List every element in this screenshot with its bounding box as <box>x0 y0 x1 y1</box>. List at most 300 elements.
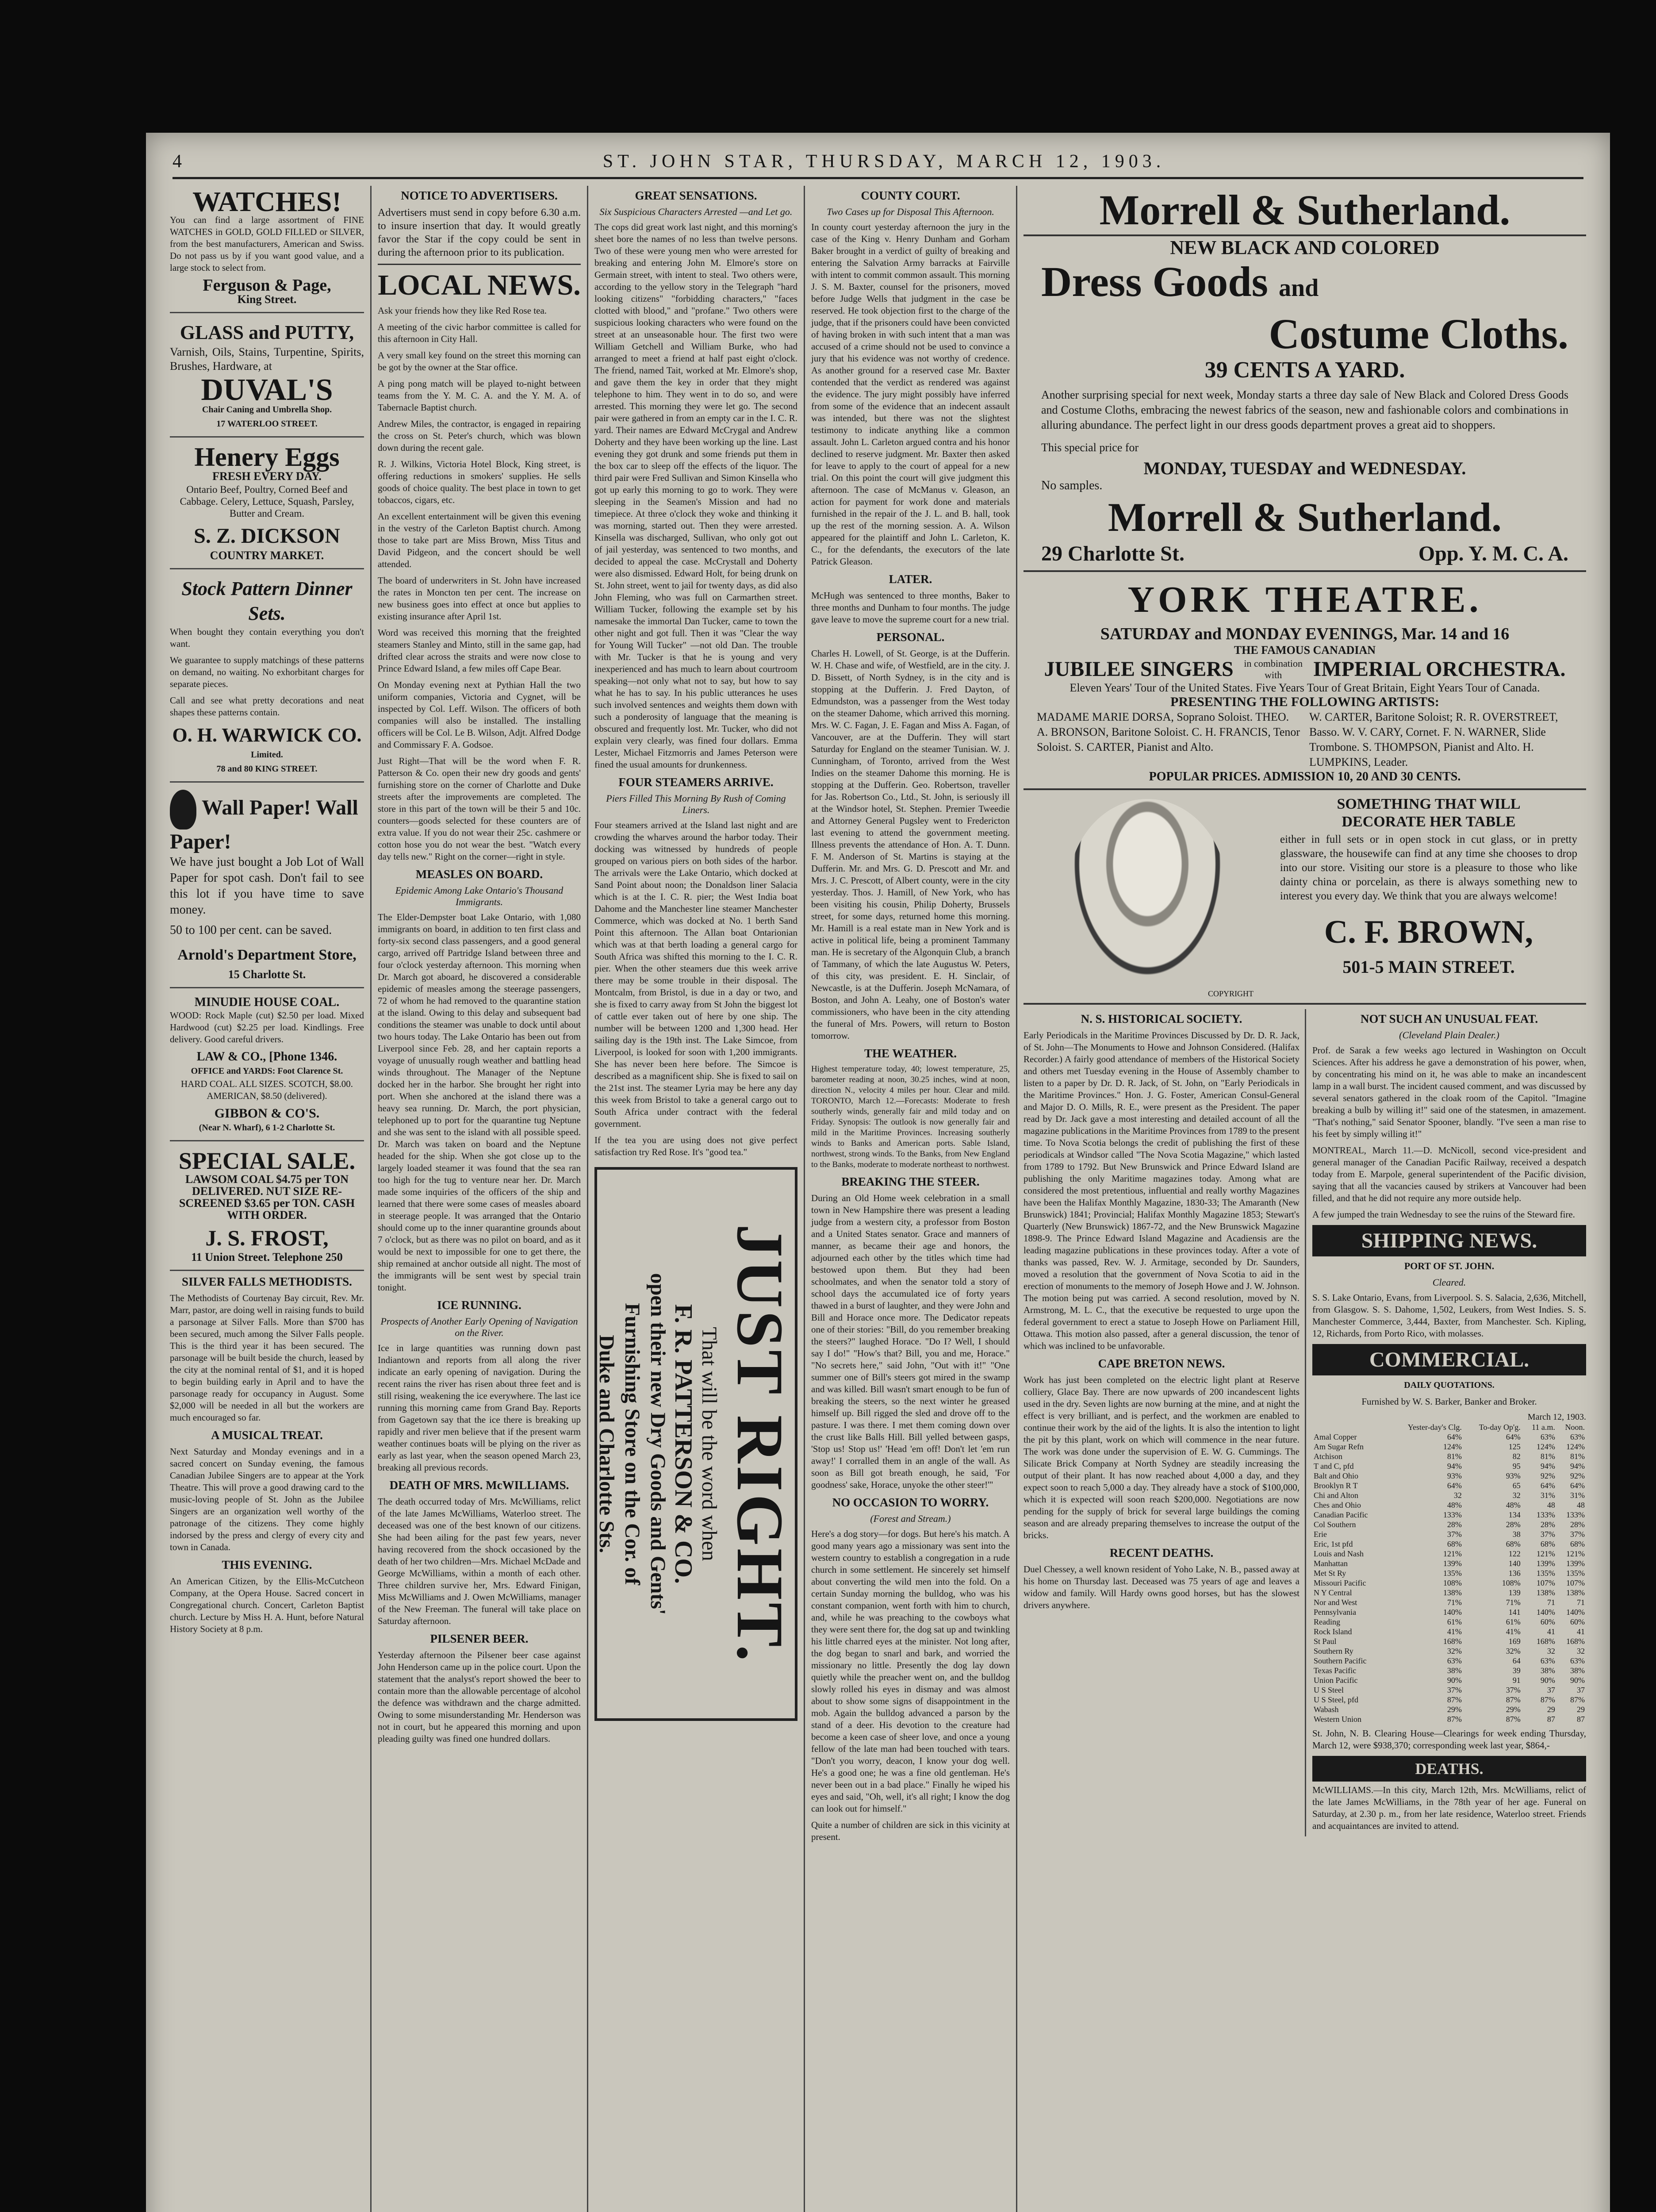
later-body: McHugh was sentenced to three months, Baker to three months and Dunham to four months. The judge gave leave to move the supreme court for a new trial. <box>811 590 1010 625</box>
stock-price: 29 <box>1547 1705 1555 1714</box>
local-item-10: On Monday evening next at Pythian Hall the two uniform companies, Victoria and Cygnet, will be inspected by Col. Leff. Wilson. The officers of both companies will also be installed. The installing officers will be Col. Le B. Wilson, Adjt. Alfred Dodge and Commissary F. A. Godsoe. <box>378 680 581 750</box>
measles-subheading: Epidemic Among Lake Ontario's Thousand Immigrants. <box>395 885 564 907</box>
stock-name: Brooklyn R T <box>1314 1481 1358 1490</box>
daily-quotations: DAILY QUOTATIONS. <box>1404 1380 1495 1390</box>
local-item-2: A meeting of the civic harbor committee is called for this afternoon in City Hall. <box>378 322 581 344</box>
stock-price: 63% <box>1570 1656 1585 1665</box>
quotation-row <box>1312 1510 1586 1520</box>
court-heading: COUNTY COURT. <box>861 189 960 202</box>
court-body: In county court yesterday afternoon the jury in the case of the King v. Henry Dunham and Gorham Baker brought in a verdict of guilty of breaking and entering the Salvation Army barracks at Fairville with intent to commit common assault. This morning J. S. M. Baxter, counsel for the prisoners, moved before Judge Wells that judgment in the case be reserved. He took objection first to the charge of the judge, that if the prisoners could have been convicted of having broken in with such intent that a man was accused of a crime should not be used to convince a jury that his evidence was not worthy of credence. As another ground for a reserved case Mr. Baxter contended that the verdict as rendered was against the evidence. The jury might possibly have inferred from some of the evidence that an indecent assault was intended, but there was not the slightest testimony to indicate anything like a common assault. John L. Carleton argued contra and his honor declined to reserve judgment. Mr. Baxter then asked for leave to apply to the court of appeal for a new trial. On this point the court will give judgment this afternoon. The case of McManus v. Gleason, an action for payment for work done and materials furnished in the repair of the J. L. and B. hall, took up the rest of the morning session. A. A. Wilson appeared for the plaintiff and John L. Carleton, K. C., for the defendants, the executors of the late Patrick Gleason. <box>811 222 1010 567</box>
personal-heading: PERSONAL. <box>876 630 945 644</box>
silver-falls-body: The Methodists of Courtenay Bay circuit, Rev. Mr. Marr, pastor, are doing well in raising funds to build a parsonage at Silver Falls. More than $700 has been secured, much among the Silver Falls people. This is the third year it has been secured. The parsonage will be built beside the church, leased by the city at the nominal rental of $1, and it is hoped to begin building early in April and to have the parsonage ready for occupancy in August. Some $2,000 will be needed in all but the workers are much encouraged so far. <box>170 1293 364 1423</box>
stock-price: 81% <box>1540 1452 1555 1461</box>
stock-price: 122 <box>1508 1549 1521 1558</box>
stock-price: 64 <box>1512 1656 1521 1665</box>
just-right-line-3: open their new Dry Goods and Gents' <box>646 1273 670 1615</box>
stock-price: 133% <box>1536 1510 1555 1519</box>
stock-price: 39 <box>1512 1666 1521 1675</box>
quotation-row <box>1312 1646 1586 1656</box>
stock-name: N Y Central <box>1314 1588 1352 1597</box>
stock-name: Wabash <box>1314 1705 1339 1714</box>
law-address: OFFICE and YARDS: Foot Clarence St. <box>191 1066 343 1076</box>
stock-name: T and C, pfd <box>1314 1462 1354 1471</box>
quotation-row <box>1312 1461 1586 1471</box>
stock-price: 87% <box>1447 1715 1462 1724</box>
stock-name: U S Steel <box>1314 1686 1344 1694</box>
quotations-column-header: To-day Op'g. <box>1479 1423 1521 1432</box>
minudie-title: MINUDIE HOUSE COAL. <box>194 995 340 1009</box>
port-heading: PORT OF ST. JOHN. <box>1404 1260 1495 1271</box>
local-news-heading: LOCAL NEWS. <box>378 269 581 301</box>
stock-price: 28% <box>1447 1520 1462 1529</box>
local-item-7: An excellent entertainment will be given this evening in the vestry of the Carleton Baptist church. Among those to take part are Miss Brown, Miss Titus and David Pidgeon, and the concert should be well attended. <box>378 511 581 569</box>
worry-heading: NO OCCASION TO WORRY. <box>832 1496 989 1509</box>
stock-price: 48 <box>1577 1501 1585 1509</box>
frost-address: 11 Union Street. Telephone 250 <box>191 1251 343 1263</box>
stock-name: Rock Island <box>1314 1627 1352 1636</box>
stock-price: 138% <box>1536 1588 1555 1597</box>
stock-price: 168% <box>1566 1637 1585 1646</box>
stock-name: Balt and Ohio <box>1314 1471 1358 1480</box>
stock-price: 138% <box>1566 1588 1585 1597</box>
warwick-address: 78 and 80 KING STREET. <box>216 764 318 774</box>
stock-price: 121% <box>1536 1549 1555 1558</box>
measles-body: The Elder-Dempster boat Lake Ontario, with 1,080 immigrants on board, in addition to ten first class and forty-six second class passengers, and a good general cargo, arrived off Partridge Island between three and four o'clock yesterday afternoon. This morning when Dr. March got aboard, he discovered a considerable epidemic of measles among the steerage passengers, 72 of whom he had removed to the quarantine station at the island. Owing to this delay and subsequent bad conditions the steamer was unable to dock until about two hours today. The Lake Ontario has been out from Liverpool since Feb. 28, and her captain reports a voyage of unusually rough weather and battling head winds throughout. The Manager of the Neptune docked her in the harbor. She brought her right into port. When she anchored at the island there was a heavy sea running. Dr. March, the port physician, telephoned up to port for the quarantine tug Neptune and she was sent to the island with all possible speed. Dr. March was taken on board and the Neptune headed for the ship. When she got close up to the largely loaded steamer it was found that the sea ran too high for the tug to venture near her. Dr. March made some inquiries of the officers of the ship and learned that there were some cases of measles aboard in steerage people. It was arranged that the Ontario should come up to the inner quarantine grounds about 7 o'clock, but as there was no pilot on board, and as it would be next to impossible for one to get there, the ship remained at anchor outside all night. The most of the immigrants will be sent west by special train tonight. <box>378 912 581 1293</box>
stock-price: 121% <box>1566 1549 1585 1558</box>
children-note: Quite a number of children are sick in this vicinity at present. <box>811 1820 1010 1842</box>
unusual-heading: NOT SUCH AN UNUSUAL FEAT. <box>1360 1012 1538 1025</box>
red-rose-tea: If the tea you are using does not give perfect satisfaction try Red Rose. It's "good tea." <box>594 1135 797 1157</box>
special-title: SPECIAL SALE. <box>178 1148 356 1174</box>
watches-title: WATCHES! <box>192 186 341 217</box>
stock-price: 87% <box>1447 1695 1462 1704</box>
quotation-row <box>1312 1675 1586 1685</box>
quotations-column-header: 11 a.m. <box>1532 1423 1555 1432</box>
furnished-by: Furnished by W. S. Barker, Banker and Broker. <box>1361 1396 1537 1407</box>
york-dates: SATURDAY and MONDAY EVENINGS, Mar. 14 and 16 <box>1100 625 1510 643</box>
woman-portrait-illustration <box>1068 799 1227 985</box>
owl-icon <box>170 790 196 830</box>
notice-heading: NOTICE TO ADVERTISERS. <box>401 189 558 202</box>
stock-name: Eric, 1st pfd <box>1314 1540 1353 1548</box>
stock-price: 94% <box>1447 1462 1462 1471</box>
brown-address: 501-5 MAIN STREET. <box>1342 957 1515 977</box>
death-heading: DEATH OF MRS. McWILLIAMS. <box>389 1479 569 1492</box>
quotation-row <box>1312 1481 1586 1490</box>
stock-price: 133% <box>1443 1510 1462 1519</box>
stock-price: 90% <box>1540 1676 1555 1685</box>
shipping-body: S. S. Lake Ontario, Evans, from Liverpool. S. S. Salacia, 2,636, Mitchell, from Glasgow. S. S. Dahome, 1,502, Leukers, from West Indies. S. S. Manchester Commerce, 3,444, Baxter, from Manchester. Sch. Kipling, 12, Richards, from Porto Rico, with molasses. <box>1312 1292 1586 1339</box>
stock-name: U S Steel, pfd <box>1314 1695 1358 1704</box>
york-artists-right: W. CARTER, Baritone Soloist; R. R. OVERSTREET, Basso. W. V. CARY, Cornet. F. N. WARNER, Slide Trombone. S. THOMPSON, Pianist and Alto. H. LUMPKINS, Leader. <box>1309 710 1558 768</box>
stock-price: 139% <box>1443 1559 1462 1568</box>
quotation-row <box>1312 1666 1586 1675</box>
stock-name: Pennsylvania <box>1314 1608 1356 1617</box>
stock-price: 93% <box>1506 1471 1521 1480</box>
stock-price: 87% <box>1506 1695 1521 1704</box>
stock-price: 37% <box>1506 1686 1521 1694</box>
stock-name: Western Union <box>1314 1715 1362 1724</box>
steer-body: During an Old Home week celebration in a small town in New Hampshire there was present a leading judge from a western city, a professor from Boston and a United States senator. Grace and manners of manner, as became their age and honors, the adjourned each other by the titles which time had bestowed upon them. But they had been schoolmates, and when the senator told a story of school days the accumulated ice of forty years thawed in a burst of laughter, and they were John and Bill and Horace once more. The Dedicator repeats one of their stories: "Bill, do you remember breaking the steers?" laughed Horace. "Do I? Well, I should say I do!" "How's that? Bill, you and me, Horace." "No secrets here," said John, "Out with it!" "One summer one of Bill's steers got mired in the swamp and was killed. Bill wasn't smart enough to be fun of breaking the steers, so the next winter he greased himself up. Bill rigged the sled and drove off to the pasture. I was there. I met them coming down over the crust like Balls Hill. Bill yelled between gasps, 'Stop us! Stop us!' 'Head 'em off! Don't let 'em run away!' I corralled them in an angle of the wall. As soon as Bill got breath enough, he said, 'For goodness' sake, Horace, unyoke the other steer!'" <box>811 1193 1010 1490</box>
stock-price: 139% <box>1536 1559 1555 1568</box>
stock-name: Am Sugar Refn <box>1314 1442 1364 1451</box>
stock-name: Manhattan <box>1314 1559 1348 1568</box>
stock-price: 140% <box>1536 1608 1555 1617</box>
stock-price: 81% <box>1570 1452 1585 1461</box>
stock-price: 136 <box>1508 1569 1521 1578</box>
glass-body: Varnish, Oils, Stains, Turpentine, Spirits, Brushes, Hardware, at <box>170 346 364 373</box>
stock-name: Texas Pacific <box>1314 1666 1357 1675</box>
stock-price: 135% <box>1536 1569 1555 1578</box>
cape-heading: CAPE BRETON NEWS. <box>1098 1357 1225 1370</box>
york-combination: in combination with <box>1244 657 1303 680</box>
page-header <box>172 146 1583 179</box>
commercial-date: March 12, 1903. <box>1527 1412 1586 1422</box>
stock-price: 37% <box>1447 1530 1462 1539</box>
recent-deaths-heading: RECENT DEATHS. <box>1109 1546 1214 1559</box>
york-theatre-ad <box>1024 572 1586 790</box>
weather-heading: THE WEATHER. <box>864 1047 957 1060</box>
york-artists-left: MADAME MARIE DORSA, Soprano Soloist. THEO. A. BRONSON, Baritone Soloist. C. H. FRANCIS, Tenor Soloist. S. CARTER, Pianist and Alto. <box>1037 710 1300 753</box>
stock-price: 90% <box>1570 1676 1585 1685</box>
brown-name: C. F. BROWN, <box>1324 914 1533 950</box>
duval-sub: Chair Caning and Umbrella Shop. <box>202 405 332 415</box>
stock-price: 38 <box>1512 1530 1521 1539</box>
stock-price: 38% <box>1570 1666 1585 1675</box>
stock-price: 124% <box>1536 1442 1555 1451</box>
stock-price: 94% <box>1570 1462 1585 1471</box>
deaths-heading: DEATHS. <box>1312 1756 1586 1782</box>
stock-price: 108% <box>1502 1578 1521 1587</box>
stock-price: 64% <box>1506 1432 1521 1441</box>
stock-name: Reading <box>1314 1617 1340 1626</box>
musical-body: Next Saturday and Monday evenings and in a sacred concert on Sunday evening, the famous Canadian Jubilee Singers are to appear at the York Theatre. This will prove a good drawing card to the music-loving people of St. John as the Jubilee Singers are an organization well worthy of the patronage of the citizens. They come highly indorsed by the press and clergy of every city and town in Canada. <box>170 1446 364 1552</box>
stock-price: 64% <box>1540 1481 1555 1490</box>
stock-price: 48 <box>1547 1501 1555 1509</box>
stock-price: 32 <box>1547 1647 1555 1655</box>
stock-price: 71% <box>1447 1598 1462 1607</box>
sets-body-3: Call and see what pretty decorations and neat shapes these patterns contain. <box>170 695 364 718</box>
recent-deaths-body: Duel Chessey, a well known resident of Yoho Lake, N. B., passed away at his home on Thursday last. Deceased was 75 years of age and leaves a widow and family. Will Hardy owns good horses, but has the slowest drivers anywhere. <box>1024 1564 1300 1610</box>
stock-price: 63% <box>1540 1656 1555 1665</box>
stock-price: 32 <box>1577 1647 1585 1655</box>
commercial-heading: COMMERCIAL. <box>1312 1344 1586 1375</box>
sensations-heading: GREAT SENSATIONS. <box>635 189 757 202</box>
stock-price: 64% <box>1570 1481 1585 1490</box>
quotation-row <box>1312 1695 1586 1705</box>
quotations-table <box>1312 1422 1586 1724</box>
dinner-sets-ad <box>170 573 364 783</box>
stock-price: 37% <box>1447 1686 1462 1694</box>
ms-price: 39 CENTS A YARD. <box>1204 357 1405 383</box>
warwick-sub: Limited. <box>251 750 283 760</box>
stock-price: 64% <box>1447 1432 1462 1441</box>
stock-price: 68% <box>1447 1540 1462 1548</box>
quotation-row <box>1312 1452 1586 1461</box>
ms-title: Morrell & Sutherland. <box>1024 186 1586 236</box>
stock-price: 90% <box>1447 1676 1462 1685</box>
local-item-1: Ask your friends how they like Red Rose tea. <box>378 305 547 316</box>
ms-no-samples: No samples. <box>1041 479 1103 492</box>
ms-days-intro: This special price for <box>1041 441 1139 454</box>
stock-name: St Paul <box>1314 1637 1337 1646</box>
column-5-left <box>1024 1009 1306 1836</box>
coal-ad <box>170 992 364 1141</box>
stock-price: 71 <box>1547 1598 1555 1607</box>
stock-price: 29% <box>1447 1705 1462 1714</box>
column-3 <box>588 186 805 2212</box>
column-1 <box>164 186 372 2212</box>
stock-price: 28% <box>1506 1520 1521 1529</box>
stock-price: 87 <box>1547 1715 1555 1724</box>
quotation-row <box>1312 1490 1586 1500</box>
stock-name: Erie <box>1314 1530 1327 1539</box>
quotation-row <box>1312 1705 1586 1714</box>
worry-body: Here's a dog story—for dogs. But here's his match. A good many years ago a missionary was sent into the western country to establish a congregation in a rude church in some settlement. He sincerely set himself about converting the wild men into the fold. On a certain Sunday morning the bulldog, who was his constant companion, went forth with him to church, and, while he was preaching to the cowboys what they were sent there for, the dog sat up and twinkling his little charred eyes at the minister. Not long after, the dog began to snarl and bark, and worried the missionary no little. Presently the dog lay down quietly while the preacher went on, and the bulldog slowly rolled his eyes in dismay and was almost about to show some signs of disappointment in the mob. Again the bulldog advanced a parson by the stand of a deer. His devotion to the creature had become a keen case of sheer love, and once a young fellow of the late man had been touched with tears. "Don't you worry, deacon, I know your dog well. He's a good one; he was a fine old gentleman. He's never been out in a bad place." Finally he wiped his eyes and said, "Oh, well, it's all right; I know the dog can look out for himself." <box>811 1528 1010 1814</box>
ms-signature: Morrell & Sutherland. <box>1108 495 1502 540</box>
eggs-title: Henery Eggs <box>194 442 340 472</box>
unusual-body: Prof. de Sarak a few weeks ago lectured in Washington on Occult Sciences. After his address he gave a demonstration of his power, when, by concentrating his mind on it, he was able to make an incandescent lamp in a wall burst. The incident caused comment, and was discussed by several senators gathered in the cloak room of the Capitol. "Imagine breaking a bulb by willing it!" said one of the statesmen, in amazement. "That's nothing," said Senator Spooner, blandly. "I've seen a man rise to his feet by simply willing it!" <box>1312 1045 1586 1139</box>
local-item-8: The board of underwriters in St. John have increased the rates in Moncton ten per cent. The increase on new business goes into effect at once but applies to existing insurance after April 1st. <box>378 575 581 622</box>
death-body: The death occurred today of Mrs. McWilliams, relict of the late James McWilliams, Waterloo street. The deceased was one of the best known of our citizens. She had been ailing for the past few years, never having recovered from the shock occasioned by the death of her two children—Mrs. Michael McDade and George McWilliams, within a month of each other. Three children survive her, Mrs. Edward Finigan, Miss McWilliams and J. Owen McWilliams, manager of the New Freeman. The funeral will take place on Saturday afternoon. <box>378 1496 581 1626</box>
wallpaper-ad <box>170 786 364 988</box>
stock-price: 133% <box>1566 1510 1585 1519</box>
stock-price: 32 <box>1453 1491 1462 1500</box>
cleared-label: Cleared. <box>1432 1277 1466 1288</box>
brown-copyright: COPYRIGHT <box>1208 989 1254 998</box>
stock-price: 95 <box>1512 1462 1521 1471</box>
just-right-line-5: Duke and Charlotte Sts. <box>595 1335 619 1553</box>
court-subheading: Two Cases up for Disposal This Afternoon. <box>827 206 994 217</box>
stock-price: 38% <box>1447 1666 1462 1675</box>
stock-price: 37% <box>1540 1530 1555 1539</box>
stock-price: 28% <box>1540 1520 1555 1529</box>
duval-name: DUVAL'S <box>201 373 333 407</box>
stock-price: 68% <box>1506 1540 1521 1548</box>
stock-price: 87 <box>1577 1715 1585 1724</box>
stock-name: Southern Ry <box>1314 1647 1353 1655</box>
stock-price: 65 <box>1512 1481 1521 1490</box>
stock-price: 48% <box>1506 1501 1521 1509</box>
stock-price: 92% <box>1570 1471 1585 1480</box>
stock-price: 124% <box>1566 1442 1585 1451</box>
brown-heading-1: SOMETHING THAT WILL <box>1337 796 1521 812</box>
stock-name: Ches and Ohio <box>1314 1501 1361 1509</box>
quotation-row <box>1312 1627 1586 1636</box>
just-right-line-4: Furnishing Store on the Cor. of <box>621 1303 644 1585</box>
ms-sub: NEW BLACK AND COLORED <box>1170 237 1440 258</box>
stock-price: 61% <box>1447 1617 1462 1626</box>
gibbon-address: (Near N. Wharf), 6 1-2 Charlotte St. <box>199 1123 335 1133</box>
just-right-title: JUST RIGHT. <box>723 1224 797 1664</box>
stock-price: 63% <box>1570 1432 1585 1441</box>
stock-price: 60% <box>1540 1617 1555 1626</box>
cape-body: Work has just been completed on the electric light plant at Reserve colliery, Glace Bay. There are now upwards of 200 incandescent lights used in the dry. Seven lights are now burning at the mine, and at night the effect is very brilliant, and is perfect, and the workmen are enabled to continue their work by the aid of the lights. It is also the intention to light the pit by this plant, work on which will commence in the near future. The work was done under the supervision of E. W. G. Cummings. The Silicate Brick Company at North Sydney are steadily increasing the output of their plant. It has now reached about 4,000 a day, and they expect soon to reach 5,000 a day. They already have a stock of $100,000, which it is expected will soon reach $200,000. Negotiations are now pending for the supply of brick for several large buildings the coming season and are already preparing themselves to increase the output of the bricks. <box>1024 1375 1300 1540</box>
watches-body: You can find a large assortment of FINE WATCHES in GOLD, GOLD FILLED or SILVER, from the best manufacturers, American and Swiss. Do not pass us by if you want good value, and a large stock to select from. <box>170 215 364 273</box>
arnold-name: Arnold's Department Store, <box>177 947 356 963</box>
stock-price: 168% <box>1443 1637 1462 1646</box>
wallpaper-body: We have just bought a Job Lot of Wall Paper for spot cash. Don't fail to see this lot if you have time to save money. <box>170 855 364 917</box>
stock-price: 138% <box>1443 1588 1462 1597</box>
stock-price: 91 <box>1512 1676 1521 1685</box>
stock-name: Missouri Pacific <box>1314 1578 1366 1587</box>
eggs-body: Ontario Beef, Poultry, Corned Beef and Cabbage. Celery, Lettuce, Squash, Parsley, Butter and Cream. <box>180 484 354 519</box>
stock-price: 135% <box>1566 1569 1585 1578</box>
morrell-sutherland-ad <box>1024 186 1586 572</box>
later-heading: LATER. <box>889 572 932 586</box>
personal-body: Charles H. Lowell, of St. George, is at the Dufferin. W. H. Chase and wife, of Westfield, are in the city. J. D. Bissett, of North Sydney, is in the city and is stopping at the Dufferin. J. Fred Dayton, of Edmundston, was a passenger from the West today on the steamer Dahome, which arrived this morning. Mrs. W. C. Fagan, J. E. Fagan and Miss A. Fagan, of Vancouver, are at the Dufferin. They will start Saturday for England on the steamer Tunisian. W. J. Cunningham, of Toronto, arrived from the West Indies on the steamer Dahome this morning. He is stopping at the Dufferin. Geo. Robertson, traveller for Jas. Robertson Co., Ltd., St. John, is seriously ill at the Windsor hotel, St. Stephen. Premier Tweedie and Attorney General Pugsley went to Fredericton last evening to attend the government meeting. Illness prevents the attendance of Hon. A. T. Dunn. F. M. Anderson of St. Martins is staying at the Dufferin. Mr. and Mrs. G. D. Prescott and Mr. and Mrs. J. C. Prescott, of Albert county, were in the city yesterday. Thos. J. Hamill, of New York, who has been visiting his cousin, Philip Doherty, Brussels street, for some days, returned home this morning. Mr. Hamill is a real estate man in New York and is active in political life, being a prominent Tammany man. He is secretary of the Algonquin Club, a branch of Tammany, of which the late Augustus W. Peters, of this city, was president. E. H. Sinclair, of Newcastle, is at the Dufferin. Joseph McNamara, of Boston, and John A. Leahy, one of Boston's water commissioners, who have been in the city attending the funeral of Mrs. Powers, will return to Boston tomorrow. <box>811 648 1010 1041</box>
stock-price: 71% <box>1506 1598 1521 1607</box>
quotation-row <box>1312 1432 1586 1442</box>
ms-dress: Dress Goods <box>1041 258 1268 305</box>
quotation-row <box>1312 1714 1586 1724</box>
stock-price: 37% <box>1570 1530 1585 1539</box>
stock-price: 121% <box>1443 1549 1462 1558</box>
page-number: 4 <box>172 151 184 172</box>
york-prices: POPULAR PRICES. ADMISSION 10, 20 AND 30 CENTS. <box>1149 770 1461 783</box>
stock-price: 93% <box>1447 1471 1462 1480</box>
stock-price: 41% <box>1447 1627 1462 1636</box>
stock-price: 82 <box>1512 1452 1521 1461</box>
brown-body: either in full sets or in open stock in cut glass, or in pretty glassware, the housewife can find at any time she chooses to drop into our store. Visiting our store is a pleasure to those who like dainty china or porcelain, as there is always something new to interest you every day. We think that you are always welcome! <box>1280 833 1577 902</box>
quotations-column-header: Noon. <box>1565 1423 1585 1432</box>
quotation-row <box>1312 1578 1586 1588</box>
stock-price: 140% <box>1566 1608 1585 1617</box>
dickson-name: S. Z. DICKSON <box>194 524 340 548</box>
stock-price: 48% <box>1447 1501 1462 1509</box>
ms-body: Another surprising special for next week, Monday starts a three day sale of New Black and Colored Dress Goods and Costume Cloths, embracing the newest fabrics of the season, new and fashionable colors and combinations in alluring abundance. The perfect light in our dress goods department proves a great aid to shoppers. <box>1041 388 1568 431</box>
warwick-name: O. H. WARWICK CO. <box>172 724 362 746</box>
gibbon-name: GIBBON & CO'S. <box>214 1106 320 1121</box>
ms-address-2: Opp. Y. M. C. A. <box>1418 542 1568 565</box>
glass-title: GLASS and PUTTY, <box>180 322 354 343</box>
sets-title: Stock Pattern Dinner Sets. <box>181 578 353 624</box>
stock-price: 71 <box>1577 1598 1585 1607</box>
newspaper-page <box>146 133 1610 2212</box>
column-5-right <box>1312 1009 1586 1836</box>
stock-price: 139 <box>1508 1588 1521 1597</box>
wallpaper-price: 50 to 100 per cent. can be saved. <box>170 923 332 937</box>
local-item-5: Andrew Miles, the contractor, is engaged in repairing the cross on St. Peter's church, which was blown down during the recent gale. <box>378 419 581 453</box>
york-jubilee: JUBILEE SINGERS <box>1044 657 1234 681</box>
law-name: LAW & CO., [Phone 1346. <box>196 1050 337 1064</box>
stock-price: 29 <box>1577 1705 1585 1714</box>
deaths-body: McWILLIAMS.—In this city, March 12th, Mrs. McWilliams, relict of the late James McWilliams, in the 78th year of her age. Funeral on Saturday, at 2.30 p. m., from her late residence, Waterloo street. Friends and acquaintances are invited to attend. <box>1312 1785 1586 1831</box>
stock-name: Union Pacific <box>1314 1676 1358 1685</box>
minudie-body: WOOD: Rock Maple (cut) $2.50 per load. Mixed Hardwood (cut) $2.25 per load. Kindlings. Free delivery. Good careful drivers. <box>170 1010 364 1045</box>
duval-ad <box>170 317 364 438</box>
stock-price: 41 <box>1547 1627 1555 1636</box>
york-imperial: IMPERIAL ORCHESTRA. <box>1313 657 1566 681</box>
stock-price: 140% <box>1443 1608 1462 1617</box>
stock-price: 32% <box>1447 1647 1462 1655</box>
stock-price: 81% <box>1447 1452 1462 1461</box>
quotation-row <box>1312 1636 1586 1646</box>
stock-name: Chi and Alton <box>1314 1491 1359 1500</box>
quotation-row <box>1312 1559 1586 1568</box>
stock-price: 28% <box>1570 1520 1585 1529</box>
local-item-3: A very small key found on the street this morning can be got by the owner at the Star office. <box>378 350 581 373</box>
stock-price: 139% <box>1566 1559 1585 1568</box>
dickson-sub: COUNTRY MARKET. <box>210 549 324 562</box>
brown-illustration <box>1024 795 1271 998</box>
ferguson-address: King Street. <box>237 293 297 306</box>
stock-price: 63% <box>1540 1432 1555 1441</box>
quotation-row <box>1312 1549 1586 1559</box>
quotation-row <box>1312 1471 1586 1481</box>
sensations-subheading: Six Suspicious Characters Arrested —and Let go. <box>599 206 793 217</box>
weather-body: Highest temperature today, 40; lowest temperature, 25, barometer reading at noon, 30.25 inches, wind at noon, direction N., velocity 4 miles per hour. Clear and mild. TORONTO, March 12.—Forecasts: Moderate to fresh southerly winds, generally fair and mild today and on Friday. Synopsis: The outlook is now generally fair and mild in the Maritime Provinces. Increasing southerly winds to Banks and American ports. Sable Island, northwest, strong winds. To the Banks, from New England to the Banks, moderate to moderate northeast to northwest. <box>811 1064 1010 1169</box>
stock-price: 64% <box>1447 1481 1462 1490</box>
quotation-row <box>1312 1685 1586 1695</box>
local-item-4: A ping pong match will be played to-night between teams from the Y. M. C. A. and the Y. M. A. of Tabernacle Baptist church. <box>378 378 581 413</box>
stock-price: 169 <box>1508 1637 1521 1646</box>
ferguson-name: Ferguson & Page, <box>203 276 331 295</box>
stock-price: 141 <box>1508 1608 1521 1617</box>
stock-price: 68% <box>1570 1540 1585 1548</box>
steamers-subheading: Piers Filled This Morning By Rush of Coming Liners. <box>606 793 786 815</box>
pilsener-body: Yesterday afternoon the Pilsener beer case against John Henderson came up in the police court. Upon the statement that the analyst's report showed the beer to contain more than the allowable percentage of alcohol the defence was withdrawn and the charge admitted. Owing to some misunderstanding Mr. Henderson was not in court, but he appeared this morning and upon pleading guilty was fined one hundred dollars. <box>378 1650 581 1744</box>
local-item-9: Word was received this morning that the freighted steamers Stanley and Minto, still in the same gap, had drifted clear across the straits and were now close to Prince Edward Island, a few miles off Cape Bear. <box>378 627 581 674</box>
stock-price: 32 <box>1512 1491 1521 1500</box>
trim-note: A few jumped the train Wednesday to see the ruins of the Steward fire. <box>1312 1209 1575 1220</box>
unusual-subheading: (Cleveland Plain Dealer.) <box>1399 1029 1499 1041</box>
quotation-row <box>1312 1529 1586 1539</box>
york-famous: THE FAMOUS CANADIAN <box>1234 644 1376 657</box>
stock-price: 140 <box>1508 1559 1521 1568</box>
ice-heading: ICE RUNNING. <box>437 1298 521 1312</box>
measles-heading: MEASLES ON BOARD. <box>415 868 543 881</box>
just-right-ad <box>594 1167 797 1721</box>
stock-price: 87% <box>1570 1695 1585 1704</box>
stock-name: Amal Copper <box>1314 1432 1357 1441</box>
stock-price: 124% <box>1443 1442 1462 1451</box>
stock-name: Met St Ry <box>1314 1569 1346 1578</box>
pilsener-heading: PILSENER BEER. <box>430 1632 529 1645</box>
arnold-address: 15 Charlotte St. <box>228 968 306 981</box>
notice-body: Advertisers must send in copy before 6.30 a.m. to insure insertion that day. It would greatly favor the Star if the copy could be sent in during the afternoon prior to its publication. <box>378 207 581 258</box>
special-sale-ad <box>170 1145 364 1271</box>
eggs-sub: FRESH EVERY DAY. <box>212 470 322 483</box>
clearing-house: St. John, N. B. Clearing House—Clearings for week ending Thursday, March 12, were $938,370; corresponding week last year, $864,- <box>1312 1728 1586 1751</box>
ns-body: Early Periodicals in the Maritime Provinces Discussed by Dr. D. R. Jack, of St. John—The Monuments to Howe and Johnson Considered. (Halifax Recorder.) A fairly good attendance of members of the Historical Society and others met Tuesday evening in the House of Assembly chamber to listen to a paper by Dr. D. R. Jack, of St. John, on "Early Periodicals in the Maritime Provinces." Hon. J. G. Foster, American Consul-General and Major D. O. Mills, R. E., were present as the President. The paper read by Dr. Jack gave a most interesting and detailed account of all the magazine publications in the Maritime Provinces from 1789 to the present time. To Nova Scotia belongs the credit of publishing the first of these periodicals at Windsor called "The Nova Scotia Magazine," which lasted from 1789 to 1792. But New Brunswick and Prince Edward Island are publishing the only Maritime magazines today. Among what are considered the most pretentious, influential and really worthy Magazines have been the Halifax Monthly Magazine, 1830-33; The Amaranth (New Brunswick) 1841; Provincial; Halifax Monthly Magazine 1853; Stewart's Quarterly (New Brunswick) 1867-72, and the New Brunswick Magazine 1898-9. The Prince Edward Island Magazine and Acadiensis are the leading magazine publications in these provinces today. After a vote of thanks was passed, Rev. W. J. Armitage, seconded by Dr. Saunders, moved a resolution that the government of Nova Scotia to aid in the erection of monuments to the memory of Joseph Howe and J. W. Johnson. The motion being put was carried. A second resolution, moved by N. Armstrong, M. L. C., that the executive be requested to urge upon the federal government to erect a statue to Joseph Howe on Parliament Hill, Ottawa. This motion also passed, after a general discussion, the tenor of which was inclined to be unfavorable. <box>1024 1030 1300 1351</box>
column-4 <box>805 186 1017 2212</box>
steamers-heading: FOUR STEAMERS ARRIVE. <box>618 776 774 789</box>
column-2 <box>372 186 588 2212</box>
ms-and-1: and <box>1278 274 1319 302</box>
stock-price: 31% <box>1540 1491 1555 1500</box>
quotation-row <box>1312 1500 1586 1510</box>
montreal-body: MONTREAL, March 11.—D. McNicoll, second vice-president and general manager of the Canadian Pacific Railway, received a despatch today from E. Marpole, general superintendent of the Pacific division, saying that all the vacancies caused by strikers at Vancouver had been filled, and that he did not require any more outside help. <box>1312 1145 1586 1203</box>
shipping-heading: SHIPPING NEWS. <box>1312 1225 1586 1256</box>
special-body: LAWSOM COAL $4.75 per TON DELIVERED. NUT SIZE RE-SCREENED $3.65 per TON. CASH WITH ORDER. <box>179 1173 355 1221</box>
stock-price: 107% <box>1566 1578 1585 1587</box>
ms-costume: Costume Cloths. <box>1269 310 1568 357</box>
duval-address: 17 WATERLOO STREET. <box>216 419 318 429</box>
masthead-dateline: ST. JOHN STAR, THURSDAY, MARCH 12, 1903. <box>602 151 1165 172</box>
evening-body: An American Citizen, by the Ellis-McCutcheon Company, at the Opera House. Sacred concert in Congregational church. Concert, Carleton Baptist church. Lecture by Miss H. A. Hunt, before Natural History Society at 8 p.m. <box>170 1576 364 1634</box>
column-5 <box>1017 186 1592 2212</box>
just-right-line-2: F. R. PATTERSON & CO. <box>670 1304 698 1584</box>
worry-subheading: (Forest and Stream.) <box>870 1513 951 1524</box>
stock-price: 63% <box>1447 1656 1462 1665</box>
quotation-row <box>1312 1539 1586 1549</box>
stock-price: 68% <box>1540 1540 1555 1548</box>
york-tour: Eleven Years' Tour of the United States. Five Years Tour of Great Britain, Eight Years Tour of Canada. <box>1070 681 1540 694</box>
stock-price: 87% <box>1506 1715 1521 1724</box>
stock-price: 32% <box>1506 1647 1521 1655</box>
stock-price: 168% <box>1536 1637 1555 1646</box>
